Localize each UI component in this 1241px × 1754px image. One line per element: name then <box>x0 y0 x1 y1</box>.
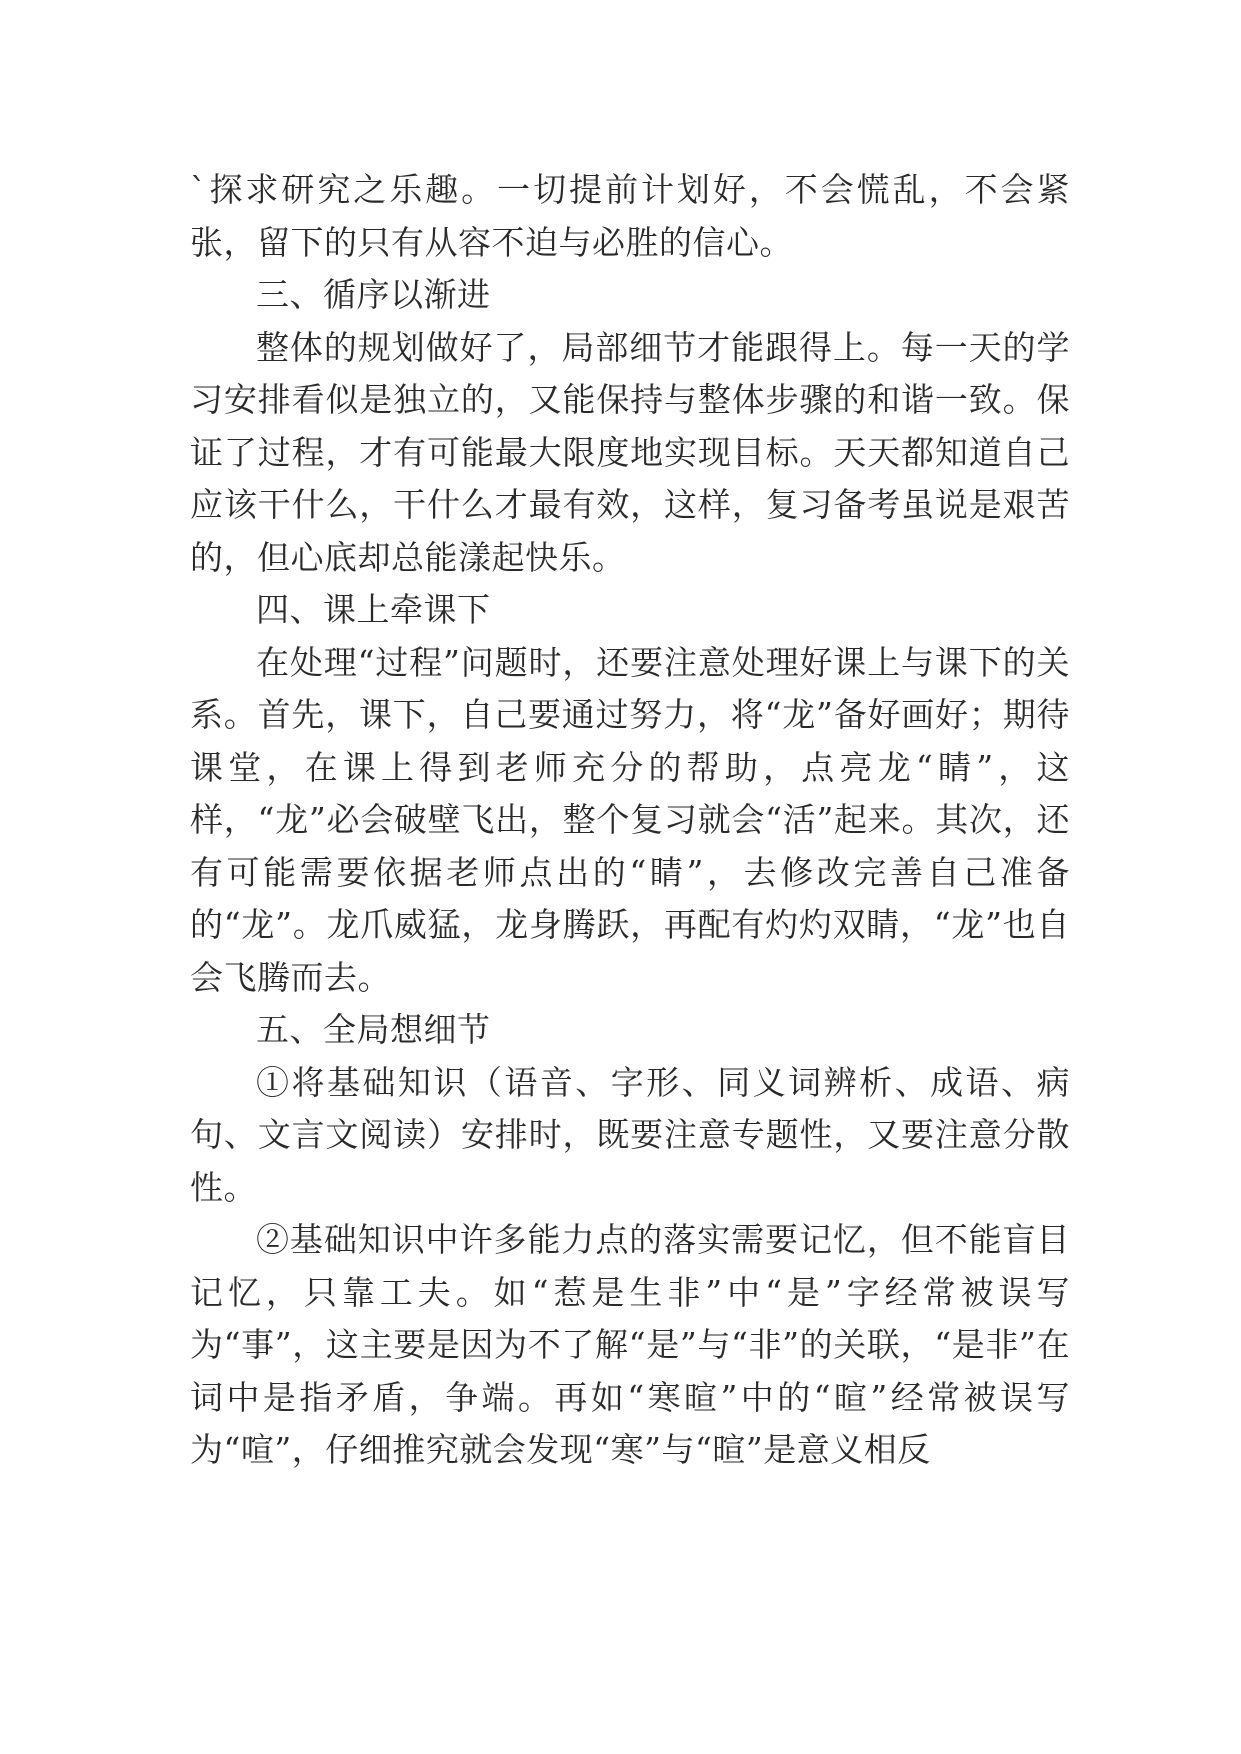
section-heading-3: 三、循序以渐进 <box>256 275 491 314</box>
section-heading-4: 四、课上牵课下 <box>256 590 491 629</box>
paragraph-class-relation: 在处理“过程”问题时，还要注意处理好课上与课下的关系。首先，课下，自己要通过努力，将“龙”备好画好；期待课堂，在课上得到老师充分的帮助，点亮龙“睛”，这样，“龙”必会破壁飞出，整个复习就会“活”起来。其次，还有可能需要依据老师点出的“睛”，去修改完善自己准备的“龙”。龙爪威猛，龙身腾跃，再配有灼灼双睛，“龙”也自会飞腾而去。 <box>190 642 1070 997</box>
document-body <box>190 164 1070 1477</box>
paragraph-memory: ②基础知识中许多能力点的落实需要记忆，但不能盲目记忆，只靠工夫。如“惹是生非”中“是”字经常被误写为“事”，这主要是因为不了解“是”与“非”的关联，“是非”在词中是指矛盾，争端。再如“寒暄”中的“暄”经常被误写为“喧”，仔细推究就会发现“寒”与“暄”是意义相反 <box>190 1220 1070 1469</box>
paragraph-continuation: `探求研究之乐趣。一切提前计划好，不会慌乱，不会紧张，留下的只有从容不迫与必胜的信心。 <box>190 170 1070 262</box>
paragraph-planning: 整体的规划做好了，局部细节才能跟得上。每一天的学习安排看似是独立的，又能保持与整体步骤的和谐一致。保证了过程，才有可能最大限度地实现目标。天天都知道自己应该干什么，干什么才最有效，这样，复习备考虽说是艰苦的，但心底却总能漾起快乐。 <box>190 327 1070 577</box>
paragraph-basic-knowledge: ①将基础知识（语音、字形、同义词辨析、成语、病句、文言文阅读）安排时，既要注意专题性，又要注意分散性。 <box>190 1062 1070 1207</box>
section-heading-5: 五、全局想细节 <box>256 1010 491 1049</box>
